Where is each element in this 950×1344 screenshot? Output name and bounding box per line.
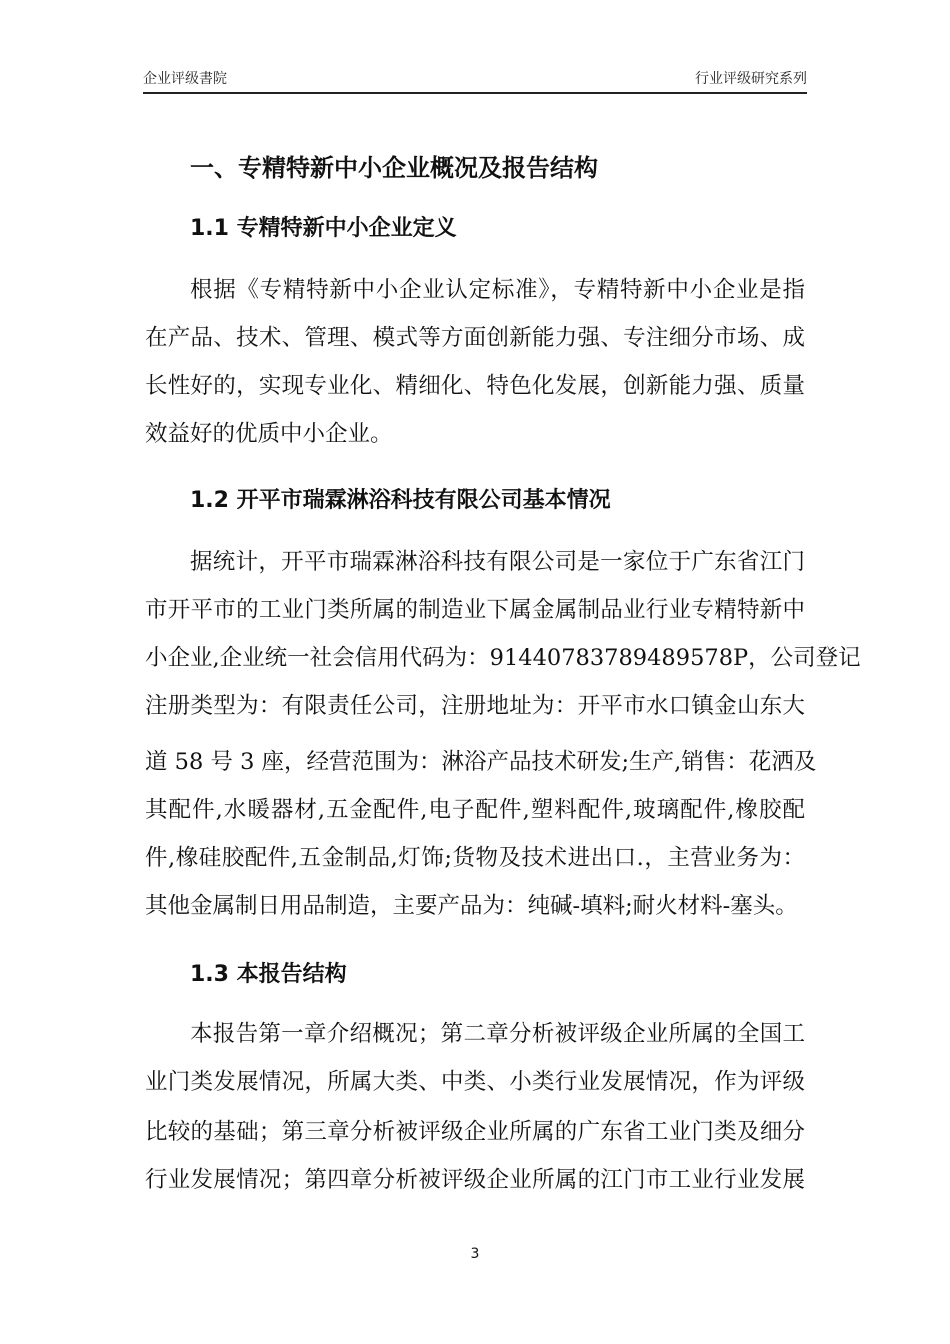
paragraph-line: 小企业,企业统一社会信用代码为：91440783789489578P，公司登记 (145, 645, 861, 671)
paragraph-line: 其配件,水暖器材,五金配件,电子配件,塑料配件,玻璃配件,橡胶配 (145, 797, 805, 823)
subsection-title: 1.2 开平市瑞霖淋浴科技有限公司基本情况 (190, 488, 611, 513)
header-right: 行业评级研究系列 (695, 71, 807, 87)
header-left: 企业评级書院 (143, 71, 227, 87)
paragraph-line: 件,橡硅胶配件,五金制品,灯饰;货物及技术进出口.，主营业务为： (145, 845, 805, 871)
paragraph-line: 比较的基础；第三章分析被评级企业所属的广东省工业门类及细分 (145, 1119, 805, 1145)
header-divider (143, 92, 807, 94)
page-number: 3 (470, 1246, 480, 1262)
paragraph-line: 在产品、技术、管理、模式等方面创新能力强、专注细分市场、成 (145, 325, 805, 351)
paragraph-line: 本报告第一章介绍概况；第二章分析被评级企业所属的全国工 (190, 1021, 805, 1047)
paragraph-line: 业门类发展情况，所属大类、中类、小类行业发展情况，作为评级 (145, 1069, 805, 1095)
paragraph-line: 长性好的，实现专业化、精细化、特色化发展，创新能力强、质量 (145, 373, 805, 399)
paragraph-line: 注册类型为：有限责任公司，注册地址为：开平市水口镇金山东大 (145, 693, 805, 719)
subsection-title: 1.1 专精特新中小企业定义 (190, 216, 457, 241)
paragraph-line: 效益好的优质中小企业。 (145, 421, 393, 447)
paragraph-line: 其他金属制日用品制造，主要产品为：纯碱-填料;耐火材料-塞头。 (145, 893, 798, 919)
subsection-title: 1.3 本报告结构 (190, 962, 347, 987)
paragraph-line: 据统计，开平市瑞霖淋浴科技有限公司是一家位于广东省江门 (190, 549, 805, 575)
paragraph-line: 道 58 号 3 座，经营范围为：淋浴产品技术研发;生产,销售：花洒及 (145, 749, 817, 775)
section-title: 一、专精特新中小企业概况及报告结构 (190, 154, 598, 182)
paragraph-line: 市开平市的工业门类所属的制造业下属金属制品业行业专精特新中 (145, 597, 805, 623)
paragraph-line: 根据《专精特新中小企业认定标准》，专精特新中小企业是指 (190, 277, 805, 303)
paragraph-line: 行业发展情况；第四章分析被评级企业所属的江门市工业行业发展 (145, 1167, 805, 1193)
